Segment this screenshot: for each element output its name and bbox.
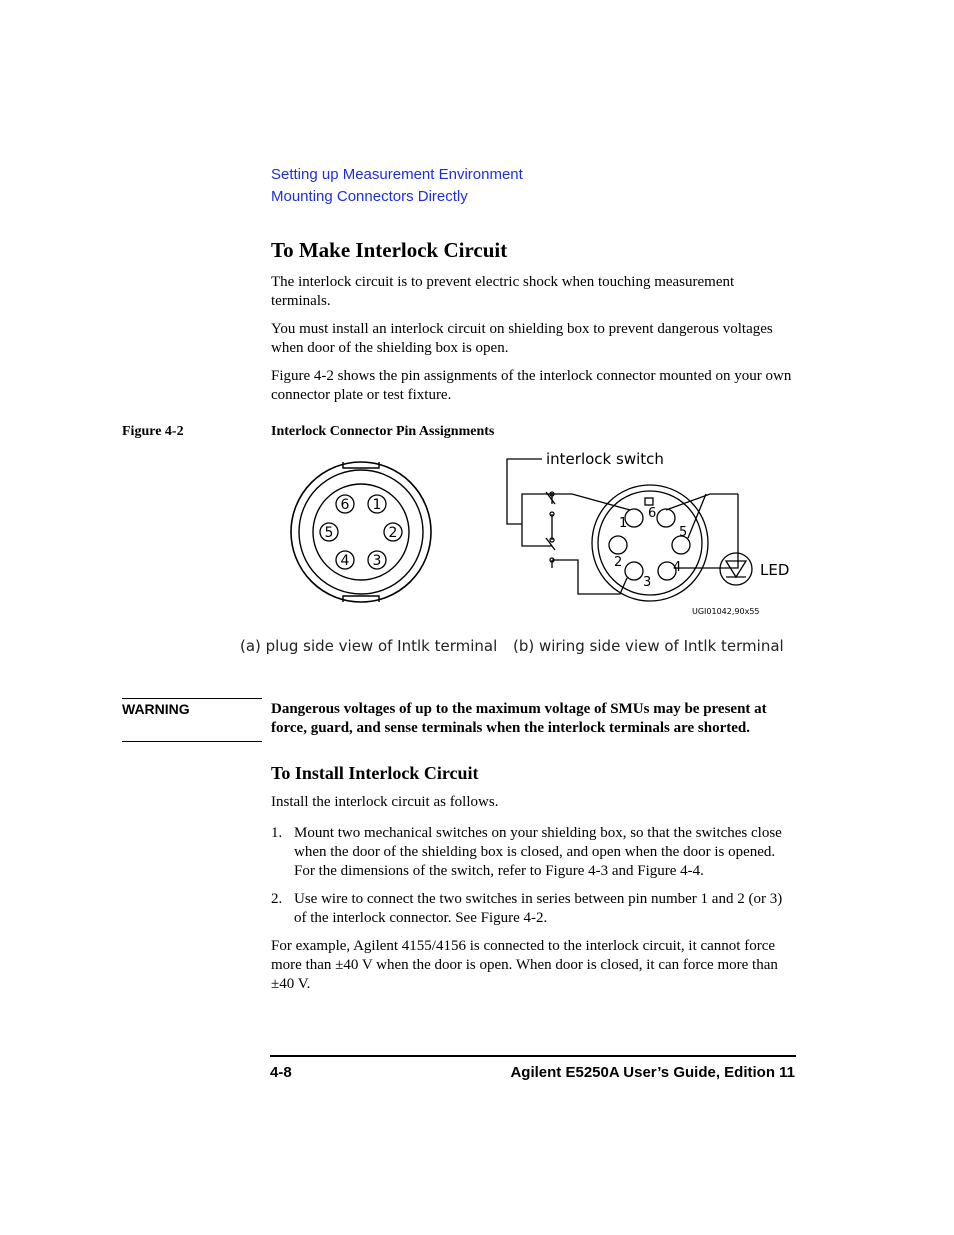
plug-side-view — [291, 462, 431, 602]
wiring-pin-label: 6 — [648, 506, 657, 521]
warning-bottom-rule — [122, 741, 262, 742]
plug-pin-label: 3 — [372, 553, 382, 569]
warning-label: WARNING — [122, 701, 190, 717]
footer-doc-title: Agilent E5250A User’s Guide, Edition 11 — [510, 1064, 795, 1081]
page-title: To Make Interlock Circuit — [271, 238, 508, 262]
breadcrumb-chapter-link[interactable]: Setting up Measurement Environment — [271, 166, 523, 183]
step-number: 1. — [271, 825, 283, 841]
wiring-pin-label: 5 — [679, 525, 688, 540]
wiring-pin-label: 3 — [643, 575, 652, 590]
warning-text: Dangerous voltages of up to the maximum voltage of SMUs may be present at force, guard, and sense terminals when the interlock terminals are shorted. — [271, 701, 767, 736]
figure-title: Interlock Connector Pin Assignments — [271, 424, 495, 439]
list-item — [271, 824, 797, 881]
intro-paragraph-3: Figure 4-2 shows the pin assignments of the interlock connector mounted on your own connector plate or test fixture. — [271, 368, 792, 403]
plug-pin-label: 2 — [388, 525, 398, 541]
breadcrumb-section-link[interactable]: Mounting Connectors Directly — [271, 188, 468, 205]
closing-paragraph: For example, Agilent 4155/4156 is connected to the interlock circuit, it cannot force more than ±40 V when the door is open. When door is closed, it can force more than ±40 V. — [271, 938, 778, 992]
plug-pin-label: 5 — [324, 525, 334, 541]
intro-paragraph-2: You must install an interlock circuit on shielding box to prevent dangerous voltages when door of the shielding box is open. — [271, 321, 773, 356]
wiring-pin-label: 4 — [673, 560, 682, 575]
wiring-side-view — [507, 459, 752, 601]
step-text: Mount two mechanical switches on your shielding box, so that the switches close when the door of the shielding box is closed, and open when the door is opened. For the dimensions of the switch, refer to Figure 4-3 and Figure 4-4. — [294, 825, 782, 879]
plug-pin-label: 6 — [340, 497, 350, 513]
list-item — [271, 890, 797, 928]
figure-number: Figure 4-2 — [122, 424, 184, 439]
section-subheading: To Install Interlock Circuit — [271, 763, 479, 783]
led-label: LED — [760, 561, 790, 579]
footer-rule — [270, 1055, 796, 1057]
plug-pin-label: 1 — [372, 497, 382, 513]
caption-a: (a) plug side view of Intlk terminal — [240, 637, 498, 655]
step-text: Use wire to connect the two switches in series between pin number 1 and 2 (or 3) of the interlock connector. See Figure 4-2. — [294, 891, 783, 926]
plug-pin-label: 4 — [340, 553, 350, 569]
step-number: 2. — [271, 891, 283, 907]
wiring-pin-label: 2 — [614, 555, 623, 570]
interlock-figure — [230, 448, 800, 663]
caption-b: (b) wiring side view of Intlk terminal — [513, 637, 784, 655]
interlock-switch-label: interlock switch — [546, 450, 664, 468]
wiring-pin-label: 1 — [619, 516, 628, 531]
intro-paragraph-1: The interlock circuit is to prevent electric shock when touching measurement terminals. — [271, 274, 735, 309]
page-number: 4-8 — [270, 1064, 292, 1081]
install-intro: Install the interlock circuit as follows. — [271, 794, 499, 810]
warning-top-rule — [122, 698, 262, 699]
figure-id-label: UGI01042,90x55 — [692, 607, 760, 616]
